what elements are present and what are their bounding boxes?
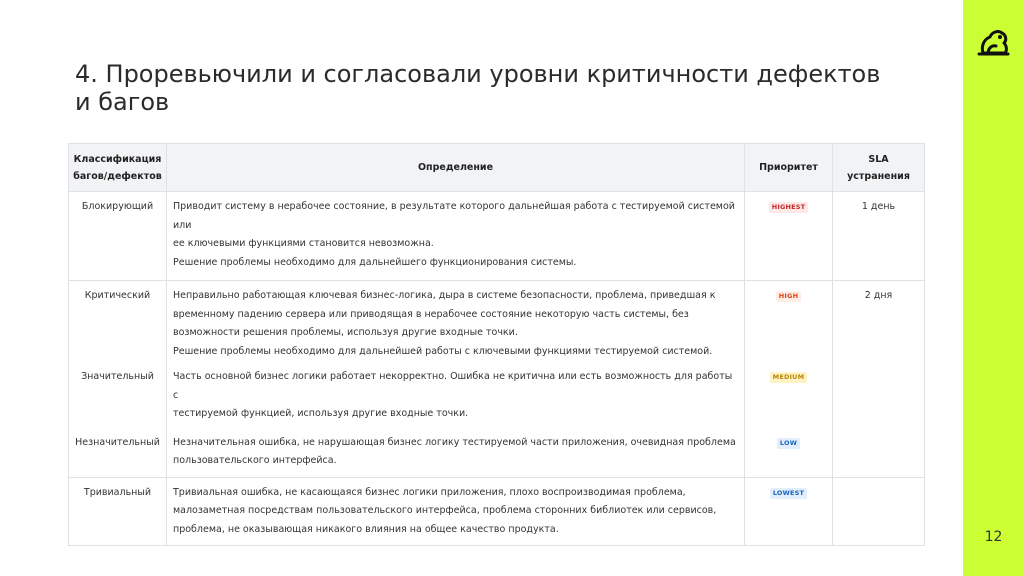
row-sla [833, 432, 925, 478]
row-definition [167, 192, 745, 281]
header-sla: SLA устранения [833, 144, 925, 192]
definition-line: Решение проблемы необходимо для дальнейшего функционирования системы. [173, 256, 577, 268]
bug-severity-table [68, 143, 925, 546]
row-classification: Критический [69, 281, 167, 362]
definition-line: Приводит систему в нерабочее состояние, в результате которого дальнейшая работа с тестируемой системой или [173, 201, 735, 231]
definition-line: Незначительная ошибка, не нарушающая бизнес логику тестируемой части приложения, очевидная проблема [173, 436, 736, 448]
row-definition [167, 432, 745, 478]
table-row [69, 281, 925, 362]
priority-badge: LOWEST [770, 488, 807, 499]
priority-badge: LOW [777, 438, 800, 449]
header-priority: Приоритет [745, 144, 833, 192]
definition-line: Часть основной бизнес логики работает некорректно. Ошибка не критична или есть возможность для работы с [173, 371, 733, 401]
definition-line: временному падению сервера или приводящая в нерабочее состояние некоторую часть системы, без [173, 308, 689, 320]
row-sla: 1 день [833, 192, 925, 281]
definition-line: пользовательского интерфейса. [173, 455, 337, 466]
row-priority [745, 477, 833, 546]
row-definition [167, 477, 745, 546]
definition-line: малозаметная посредствам пользовательского интерфейса, проблема сторонних библиотек или сервисов, [173, 505, 717, 516]
definition-line: Неправильно работающая ключевая бизнес-логика, дыра в системе безопасности, проблема, приведшая к [173, 290, 716, 301]
table-row [69, 432, 925, 478]
frog-icon [975, 26, 1011, 62]
row-priority [745, 281, 833, 362]
table-row [69, 192, 925, 281]
table-row [69, 477, 925, 546]
row-sla: 2 дня [833, 281, 925, 362]
row-priority [745, 432, 833, 478]
priority-badge: HIGH [776, 291, 801, 302]
row-definition [167, 361, 745, 432]
slide-title: 4. Проревьючили и согласовали уровни критичности дефектов и багов [75, 60, 881, 116]
accent-sidebar [963, 0, 1024, 576]
row-sla [833, 477, 925, 546]
row-priority [745, 361, 833, 432]
table-row [69, 361, 925, 432]
row-priority [745, 192, 833, 281]
page-number: 12 [984, 529, 1003, 545]
priority-badge: MEDIUM [770, 372, 808, 383]
table-header-row [69, 144, 925, 192]
header-classification: Классификация багов/дефектов [69, 144, 167, 192]
header-definition: Определение [167, 144, 745, 192]
priority-badge: HIGHEST [769, 202, 809, 213]
definition-line: тестируемой функцией, используя другие входные точки. [173, 408, 469, 419]
definition-line: возможности решения проблемы, используя другие входные точки. [173, 327, 518, 338]
row-sla [833, 361, 925, 432]
row-classification: Тривиальный [69, 477, 167, 546]
row-definition [167, 281, 745, 362]
definition-line: Тривиальная ошибка, не касающаяся бизнес логики приложения, плохо воспроизводимая проблема, [173, 486, 686, 498]
definition-line: Решение проблемы необходимо для дальнейшей работы с ключевыми функциями тестируемой системой. [173, 345, 713, 357]
row-classification: Значительный [69, 361, 167, 432]
row-classification: Незначительный [69, 432, 167, 478]
row-classification: Блокирующий [69, 192, 167, 281]
definition-line: проблема, не оказывающая никакого влияния на общее качество продукта. [173, 523, 559, 535]
definition-line: ее ключевыми функциями становится невозможна. [173, 238, 434, 249]
